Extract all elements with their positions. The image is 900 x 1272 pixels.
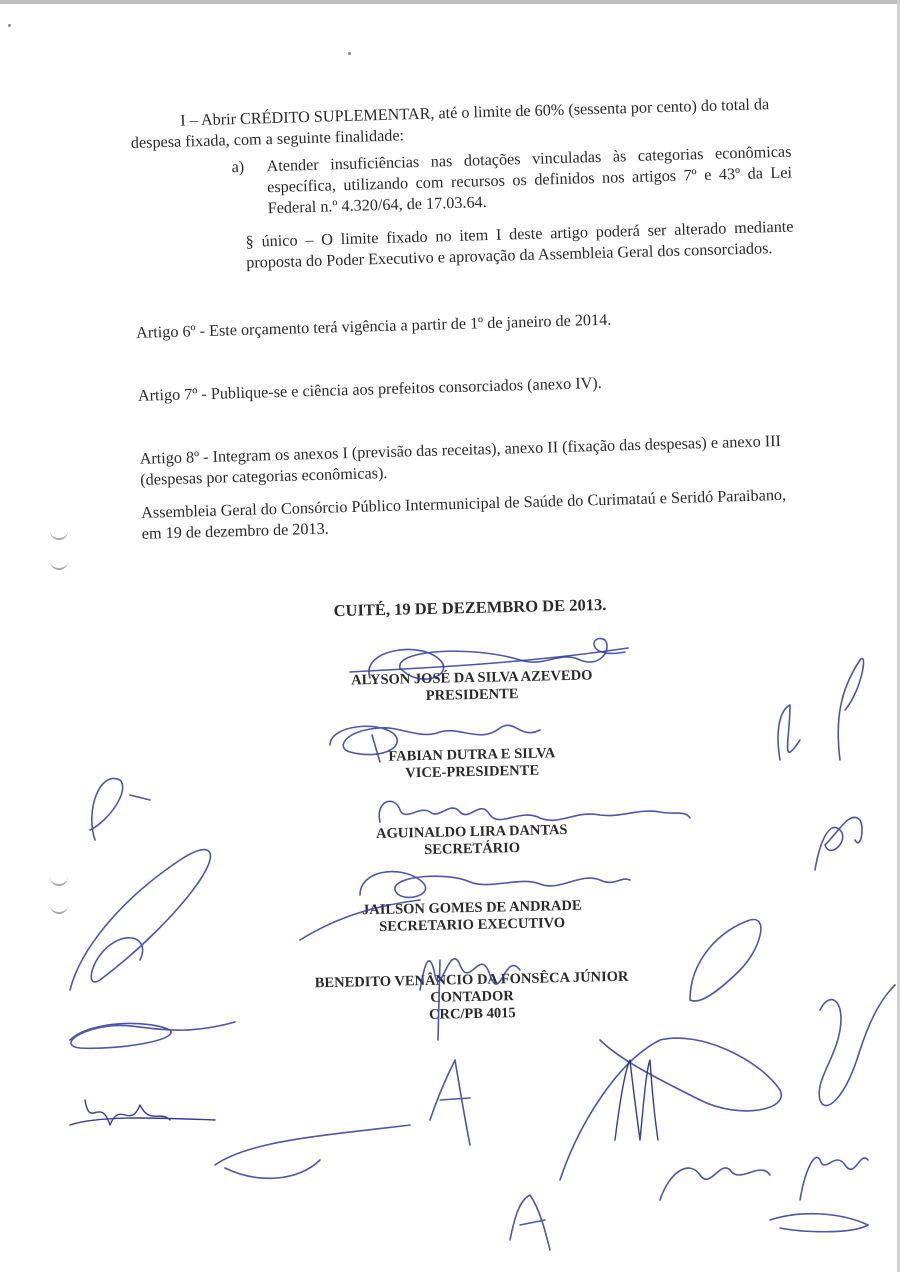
page-top-edge xyxy=(0,0,900,4)
signatory-president xyxy=(262,666,683,709)
assembleia-statement: Assembleia Geral do Consórcio Público Intermunicipal de Saúde do Curimataú e Seridó Paraibano, em 19 de dezembro de 2013. xyxy=(140,485,787,543)
signatory-accountant xyxy=(262,968,683,1028)
item-a xyxy=(231,142,793,221)
signatory-secretary xyxy=(262,820,683,863)
item-a-text: Atender insuficiências nas dotações vinculadas às categorias econômicas específica, utilizando com recursos os definidos nos artigos 7º e 43º da Lei Federal n.º 4.320/64, de 17.03.64. xyxy=(266,142,793,218)
punch-hole-mark xyxy=(50,526,68,540)
signatory-name: AGUINALDO LIRA DANTAS xyxy=(375,821,568,843)
punch-hole-mark xyxy=(50,556,68,570)
signatory-role: VICE-PRESIDENTE xyxy=(405,762,540,782)
paper-speck xyxy=(8,24,11,27)
signatory-role: SECRETARIO EXECUTIVO xyxy=(379,915,566,935)
signatory-role: PRESIDENTE xyxy=(425,686,519,704)
signatory-executive-secretary xyxy=(262,896,683,939)
punch-hole-mark xyxy=(50,872,68,886)
signatory-role: SECRETÁRIO xyxy=(424,839,521,859)
item-i-text: I – Abrir CRÉDITO SUPLEMENTAR, até o limite de 60% (sessenta por cento) do total da despesa fixada, com a seguinte finalidade: xyxy=(130,95,770,152)
punch-hole-mark xyxy=(50,900,68,914)
signatory-registration: CRC/PB 4015 xyxy=(428,1005,516,1023)
signatory-name: JAILSON GOMES DE ANDRADE xyxy=(361,897,582,919)
item-a-marker: a) xyxy=(231,157,245,177)
signatory-name: BENEDITO VENÂNCIO DA FONSÊCA JÚNIOR xyxy=(314,968,629,992)
artigo-8: Artigo 8º - Integram os anexos I (previsão das receitas), anexo II (fixação das despesas) e anexo III (despesas por categorias econômicas). xyxy=(139,431,782,489)
signatory-vice-president xyxy=(262,743,683,786)
document-body xyxy=(130,94,802,545)
signatory-name: FABIAN DUTRA E SILVA xyxy=(388,745,556,765)
artigo-6: Artigo 6º - Este orçamento terá vigência a partir de 1º de janeiro de 2014. xyxy=(135,310,612,342)
city-date-line: CUITÉ, 19 DE DEZEMBRO DE 2013. xyxy=(333,594,607,621)
signatory-role: CONTADOR xyxy=(430,988,514,1006)
artigo-7: Artigo 7º - Publique-se e ciência aos prefeitos consorciados (anexo IV). xyxy=(137,373,602,405)
paragrafo-unico: § único – O limite fixado no item I deste artigo poderá ser alterado mediante proposta do Poder Executivo e aprovação da Assembleia Geral dos consorciados. xyxy=(245,217,794,272)
signature-secretary-scribble xyxy=(379,801,690,822)
signatory-name: ALYSON JOSÉ DA SILVA AZEVEDO xyxy=(351,667,593,689)
paper-speck xyxy=(348,52,351,55)
